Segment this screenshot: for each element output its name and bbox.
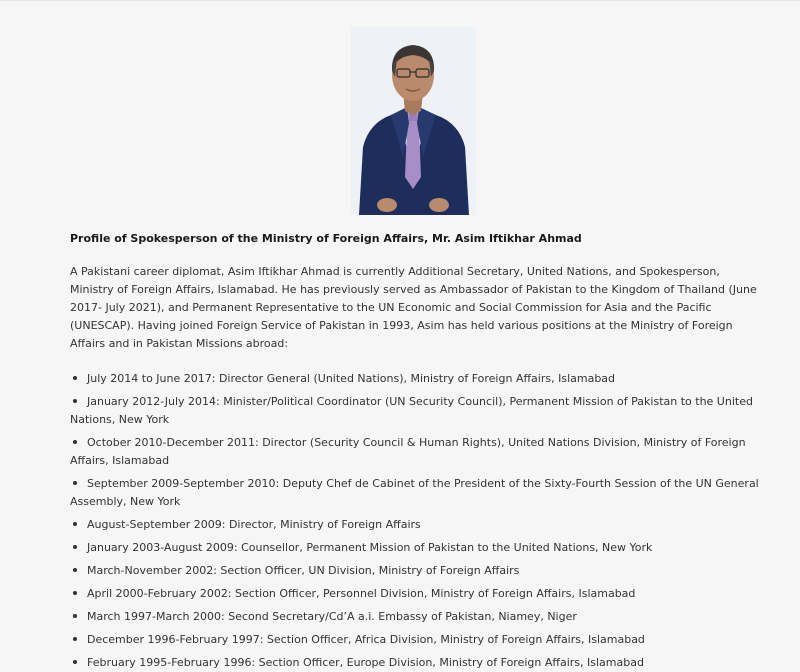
- list-item: [70, 434, 760, 470]
- bullet-icon: [73, 637, 77, 641]
- bullet-icon: [73, 660, 77, 664]
- career-entry: August-September 2009: Director, Ministry of Foreign Affairs: [87, 518, 421, 531]
- list-item: [70, 654, 760, 672]
- bullet-icon: [73, 545, 77, 549]
- career-entry: January 2012-July 2014: Minister/Political Coordinator (UN Security Council), Permanent Mission of Pakistan to the United Nations, New York: [70, 395, 753, 426]
- list-item: [70, 475, 760, 511]
- list-item: [70, 393, 760, 429]
- profile-content: [70, 231, 760, 672]
- bullet-icon: [73, 614, 77, 618]
- career-entry: October 2010-December 2011: Director (Security Council & Human Rights), United Nations Division, Ministry of Foreign Affairs, Islamabad: [70, 436, 746, 467]
- list-item: [70, 562, 760, 580]
- list-item: [70, 516, 760, 534]
- bullet-icon: [73, 376, 77, 380]
- career-entry: March-November 2002: Section Officer, UN Division, Ministry of Foreign Affairs: [87, 564, 520, 577]
- career-entry: April 2000-February 2002: Section Officer, Personnel Division, Ministry of Foreign Affairs, Islamabad: [87, 587, 636, 600]
- career-entry: March 1997-March 2000: Second Secretary/Cd’A a.i. Embassy of Pakistan, Niamey, Niger: [87, 610, 577, 623]
- bullet-icon: [73, 591, 77, 595]
- bullet-icon: [73, 440, 77, 444]
- list-item: [70, 585, 760, 603]
- bullet-icon: [73, 481, 77, 485]
- list-item: [70, 608, 760, 626]
- career-entry: July 2014 to June 2017: Director General (United Nations), Ministry of Foreign Affairs, Islamabad: [87, 372, 616, 385]
- profile-title: Profile of Spokesperson of the Ministry of Foreign Affairs, Mr. Asim Iftikhar Ahmad: [70, 232, 582, 245]
- list-item: [70, 631, 760, 649]
- bullet-icon: [73, 522, 77, 526]
- profile-bio: A Pakistani career diplomat, Asim Iftikhar Ahmad is currently Additional Secretary, United Nations, and Spokesperson, Ministry of Foreign Affairs, Islamabad. He has previously served as Ambassador of Pakistan to the Kingdom of Thailand (June 2017- July 2021), and Permanent Representative to the UN Economic and Social Commission for Asia and the Pacific (UNESCAP). Having joined Foreign Service of Pakistan in 1993, Asim has held various positions at the Ministry of Foreign Affairs and in Pakistan Missions abroad:: [70, 265, 757, 350]
- portrait-photo-icon: [351, 27, 476, 215]
- list-item: [70, 539, 760, 557]
- list-item: [70, 370, 760, 388]
- career-entry: January 2003-August 2009: Counsellor, Permanent Mission of Pakistan to the United Nations, New York: [87, 541, 653, 554]
- bullet-icon: [73, 568, 77, 572]
- portrait-photo: [351, 27, 476, 215]
- career-list: [70, 370, 760, 672]
- career-entry: February 1995-February 1996: Section Officer, Europe Division, Ministry of Foreign Affairs, Islamabad: [87, 656, 644, 669]
- career-entry: September 2009-September 2010: Deputy Chef de Cabinet of the President of the Sixty-Fourth Session of the UN General Assembly, New York: [70, 477, 759, 508]
- career-entry: December 1996-February 1997: Section Officer, Africa Division, Ministry of Foreign Affairs, Islamabad: [87, 633, 645, 646]
- bullet-icon: [73, 399, 77, 403]
